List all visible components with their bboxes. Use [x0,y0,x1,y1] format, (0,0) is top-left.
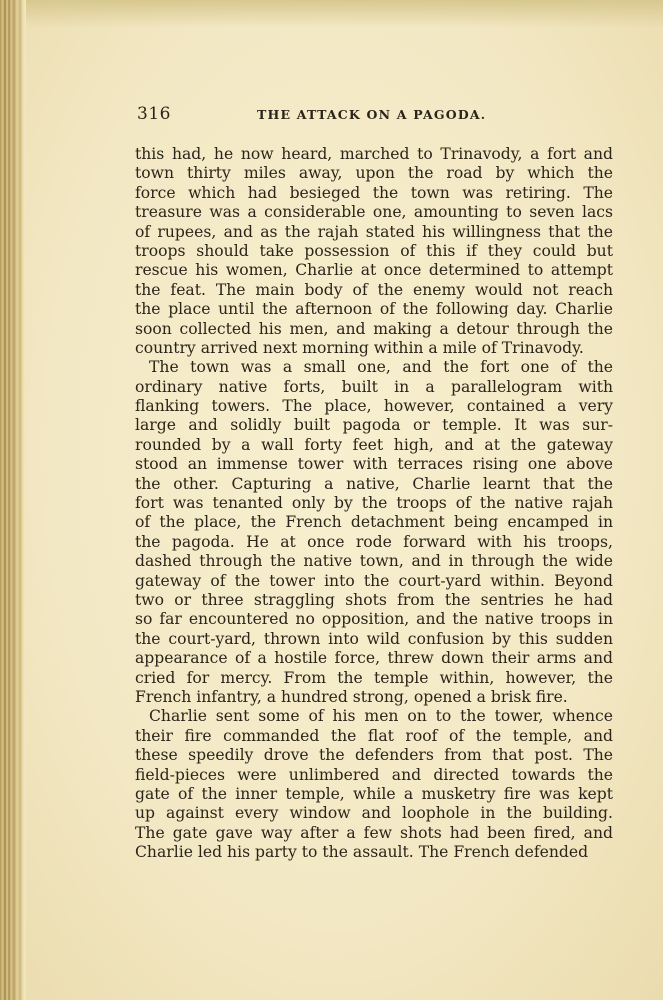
text-line: ordinary native forts, built in a parallelogram with [135,377,613,396]
text-line: field-pieces were unlimbered and directed towards the [135,765,613,784]
text-line: force which had besieged the town was retiring. The [135,183,613,202]
text-line: The town was a small one, and the fort one of the [149,358,613,377]
page-top-shadow [26,0,663,28]
text-line: soon collected his men, and making a detour through the [135,319,613,338]
running-header [137,104,615,126]
text-line: large and solidly built pagoda or temple. It was sur- [135,416,613,435]
text-line: so far encountered no opposition, and the native troops in [135,610,613,629]
text-line: French infantry, a hundred strong, opened a brisk fire. [135,687,568,706]
text-line: The gate gave way after a few shots had been fired, and [135,823,613,842]
text-line: rescue his women, Charlie at once determined to attempt [135,261,613,280]
text-line: Charlie sent some of his men on to the tower, whence [149,707,613,726]
text-line: of the place, the French detachment being encamped in [135,513,613,532]
text-line: this had, he now heard, marched to Trinavody, a fort and [135,145,613,163]
text-line: country arrived next morning within a mile of Trinavody. [135,338,584,357]
running-title: THE ATTACK ON A PAGODA. [257,107,487,122]
text-line: of rupees, and as the rajah stated his willingness that the [135,222,613,241]
text-line: Charlie led his party to the assault. The French defended [135,843,589,862]
text-line: their fire commanded the flat roof of the temple, and [135,726,613,745]
text-line: dashed through the native town, and in through the wide [135,552,613,571]
text-line: treasure was a considerable one, amounting to seven lacs [135,203,613,222]
text-line: the court-yard, thrown into wild confusion by this sudden [135,629,613,648]
text-line: up against every window and loophole in the building. [135,804,613,823]
text-line: town thirty miles away, upon the road by which the [135,164,613,183]
text-line: gate of the inner temple, while a musketry fire was kept [135,784,613,803]
text-line: the feat. The main body of the enemy would not reach [135,280,613,299]
text-line: two or three straggling shots from the sentries he had [135,590,613,609]
page-number: 316 [137,104,171,124]
text-line: these speedily drove the defenders from that post. The [135,746,613,765]
book-binding-edge [0,0,26,1000]
text-line: fort was tenanted only by the troops of the native rajah [135,494,613,513]
text-line: the place until the afternoon of the following day. Charlie [135,300,613,319]
text-line: stood an immense tower with terraces rising one above [135,455,613,474]
text-line: flanking towers. The place, however, contained a very [135,397,613,416]
text-line: rounded by a wall forty feet high, and at the gateway [135,435,613,454]
text-line: gateway of the tower into the court-yard within. Beyond [135,571,613,590]
text-line: appearance of a hostile force, threw down their arms and [135,649,613,668]
text-line: cried for mercy. From the temple within, however, the [135,668,613,687]
body-text [135,145,613,862]
text-line: troops should take possession of this if they could but [135,241,613,260]
text-line: the other. Capturing a native, Charlie learnt that the [135,474,613,493]
text-line: the pagoda. He at once rode forward with his troops, [135,532,613,551]
